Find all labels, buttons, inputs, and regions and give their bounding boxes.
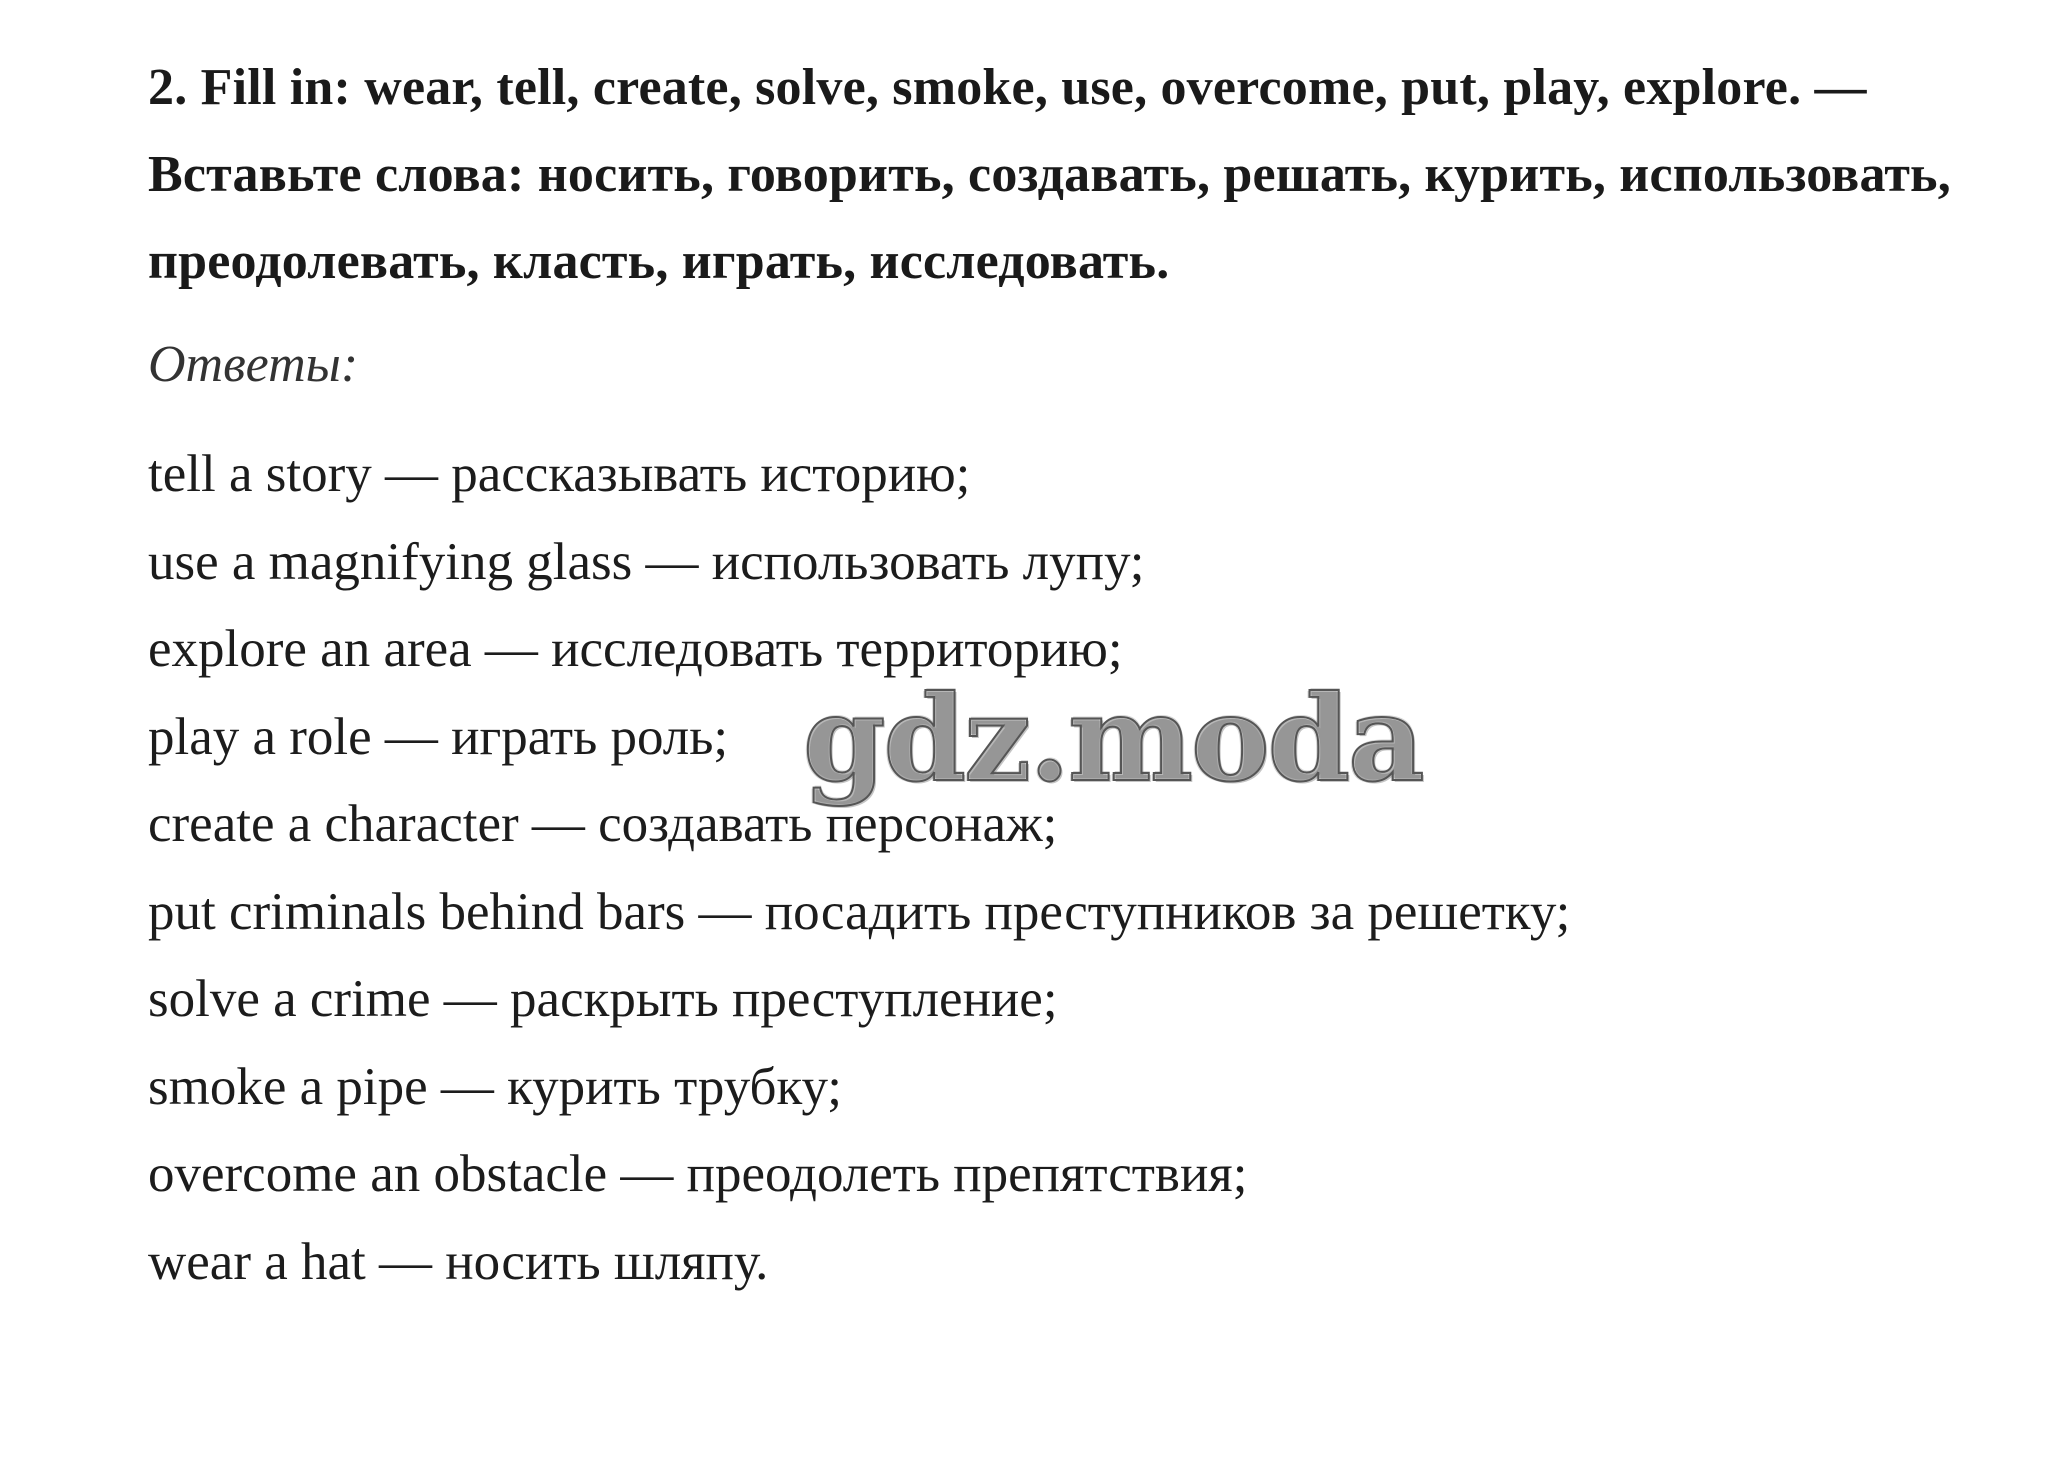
answer-item: use a magnifying glass — использовать лупу; xyxy=(148,532,1145,591)
answer-list xyxy=(148,431,2008,1306)
document-page xyxy=(148,44,2008,1306)
answer-item: smoke a pipe — курить трубку; xyxy=(148,1057,842,1116)
answer-item: tell a story — рассказывать историю; xyxy=(148,445,971,503)
answer-item: explore an area — исследовать территорию; xyxy=(148,620,1123,678)
answer-item: overcome an obstacle — преодолеть препятствия; xyxy=(148,1145,1248,1203)
answers-label: Ответы: xyxy=(148,336,359,393)
watermark-logo: gdz.moda xyxy=(803,669,1423,808)
answer-item: put criminals behind bars — посадить преступников за решетку; xyxy=(148,882,1571,941)
answer-item: create a character — создавать персонаж; xyxy=(148,795,1058,853)
task-heading: 2. Fill in: wear, tell, create, solve, smoke, use, overcome, put, play, explore. — Вставьте слова: носить, говорить, создавать, решать, курить, использовать, преодолевать, класть, играть, исследовать. xyxy=(148,59,1951,290)
answer-item: wear a hat — носить шляпу. xyxy=(148,1232,769,1291)
answer-item: play a role — играть роль; xyxy=(148,707,729,766)
answer-item: solve a crime — раскрыть преступление; xyxy=(148,970,1058,1028)
